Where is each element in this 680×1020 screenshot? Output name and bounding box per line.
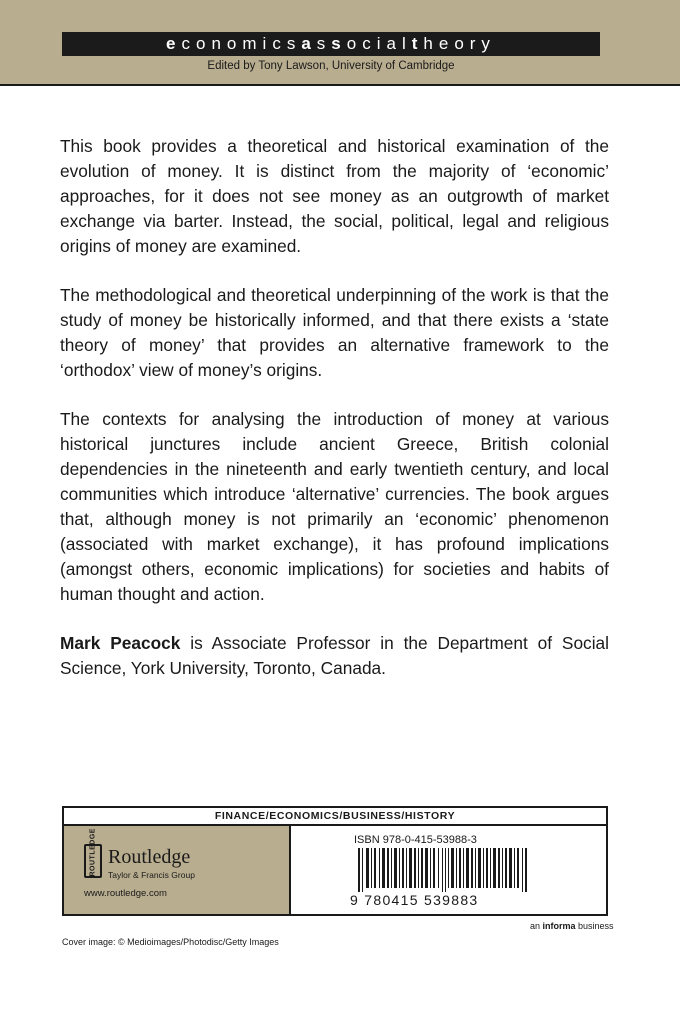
author-bio-text: is Associate Professor in the Department of Social Science, York University, Toronto, Canada. — [60, 633, 609, 678]
informa-business: an informa business — [530, 921, 614, 931]
publisher-url: www.routledge.com — [84, 888, 167, 899]
series-editor: Edited by Tony Lawson, University of Cambridge — [207, 60, 455, 72]
subject-category: FINANCE/ECONOMICS/BUSINESS/HISTORY — [64, 808, 606, 826]
routledge-logo-icon — [84, 828, 102, 878]
isbn: ISBN 978-0-415-53988-3 — [354, 834, 477, 846]
series-title — [62, 32, 600, 56]
author-name: Mark Peacock — [60, 633, 181, 653]
cover-credit: Cover image: © Medioimages/Photodisc/Getty Images — [62, 937, 279, 947]
series-word-2: as — [301, 34, 332, 53]
blurb-paragraph-3: The contexts for analysing the introduction of money at various historical junctures include ancient Greece, British colonial dependencies in the nineteenth and early twentieth century, and local communities which introduce ‘alternative’ currencies. The book argues that, although money is not primarily an ‘economic’ phenomenon (associated with market exchange), it has profound implications (amongst others, economic implications) for societies and habits of human thought and action. — [60, 409, 609, 604]
header-band — [0, 0, 680, 86]
barcode-icon — [358, 848, 530, 892]
series-word-1: economics — [166, 34, 302, 53]
publisher-group: Taylor & Francis Group — [108, 870, 195, 880]
series-word-3: social — [331, 34, 412, 53]
author-bio — [60, 631, 609, 681]
logo-mark-text: ROUTLEDGE — [89, 828, 97, 877]
blurb-paragraph-1: This book provides a theoretical and historical examination of the evolution of money. It is distinct from the majority of ‘economic’ approaches, for it does not see money as an outgrowth of market exchange via barter. Instead, the social, political, legal and religious origins of money are examined. — [60, 136, 609, 256]
blurb-paragraph-2: The methodological and theoretical underpinning of the work is that the study of money be historically informed, and that there exists a ‘state theory of money’ that provides an alternative framework to the ‘orthodox’ view of money’s origins. — [60, 285, 609, 380]
publisher-panel — [64, 826, 291, 914]
barcode-digits: 9 780415 539883 — [350, 892, 479, 908]
publisher-name: Routledge — [108, 846, 191, 868]
publisher-box — [62, 806, 608, 916]
book-blurb — [60, 134, 609, 705]
series-word-4: theory — [411, 34, 496, 53]
